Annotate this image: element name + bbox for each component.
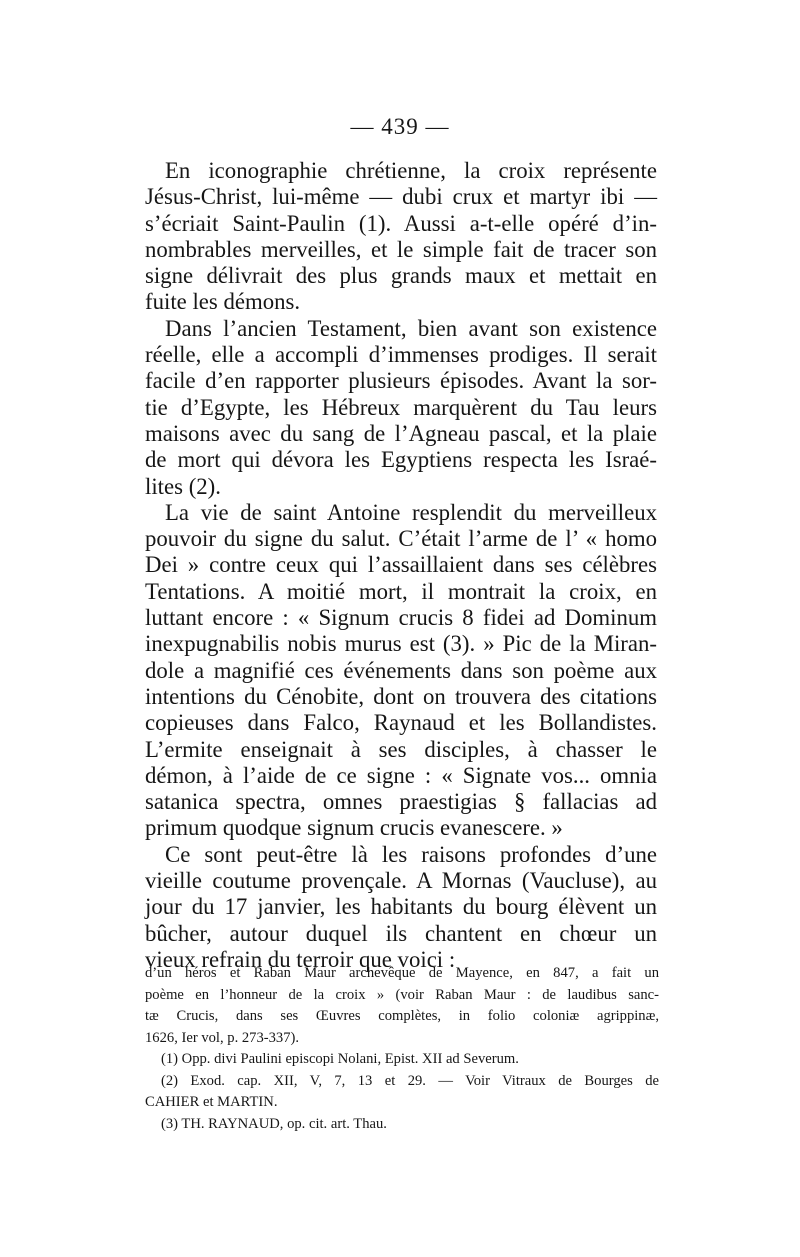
text-line: copieuses dans Falco, Raynaud et les Bollandistes. <box>145 710 657 736</box>
text-line: tie d’Egypte, les Hébreux marquèrent du Tau leurs <box>145 394 657 420</box>
text-line: vieux refrain du terroir que voici : <box>145 946 456 972</box>
text-line: de mort qui dévora les Egyptiens respecta les Israé- <box>145 447 657 473</box>
text-line: maisons avec du sang de l’Agneau pascal, et la plaie <box>145 420 657 446</box>
text-line: luttant encore : « Signum crucis 8 fidei ad Dominum <box>145 605 657 631</box>
footnote-line: 1626, Ier vol, p. 273-337). <box>145 1029 300 1046</box>
footnote-line: (2) Exod. cap. XII, V, 7, 13 et 29. — Voir Vitraux de Bourges de <box>161 1072 659 1089</box>
text-line: pouvoir du signe du salut. C’était l’arme de l’ « homo <box>145 526 657 552</box>
text-line: signe délivrait des plus grands maux et mettait en <box>145 263 657 289</box>
text-line: Tentations. A moitié mort, il montrait la croix, en <box>145 578 657 604</box>
text-line: facile d’en rapporter plusieurs épisodes. Avant la sor- <box>145 368 657 394</box>
text-line: intentions du Cénobite, dont on trouvera des citations <box>145 683 657 709</box>
footnote-line: CAHIER et MARTIN. <box>145 1094 278 1110</box>
text-line: La vie de saint Antoine resplendit du merveilleux <box>165 499 657 525</box>
text-line: fuite les démons. <box>145 289 301 315</box>
footnote-line: tæ Crucis, dans ses Œuvres complètes, in folio coloniæ agrippinæ, <box>145 1008 659 1024</box>
text-line: primum quodque signum crucis evanescere. » <box>145 815 563 841</box>
text-line: Jésus-Christ, lui-même — dubi crux et martyr ibi — <box>145 184 657 210</box>
page-number: — 439 — <box>350 114 450 139</box>
body-text <box>145 158 657 973</box>
text-line: vieille coutume provençale. A Mornas (Vaucluse), au <box>145 868 657 894</box>
text-line: jour du 17 janvier, les habitants du bourg élèvent un <box>145 894 657 920</box>
text-line: En iconographie chrétienne, la croix représente <box>165 158 657 183</box>
text-line: L’ermite enseignait à ses disciples, à chasser le <box>145 736 657 762</box>
text-line: lites (2). <box>145 473 221 499</box>
text-line: dole a magnifié ces événements dans son poème aux <box>145 657 657 683</box>
text-line: s’écriait Saint-Paulin (1). Aussi a-t-elle opéré d’in- <box>145 210 657 236</box>
footnote-line: poème en l’honneur de la croix » (voir Raban Maur : de laudibus sanc- <box>145 986 659 1003</box>
text-line: Ce sont peut-être là les raisons profondes d’une <box>165 841 657 867</box>
text-line: satanica spectra, omnes praestigias § fallacias ad <box>145 789 657 815</box>
text-line: bûcher, autour duquel ils chantent en chœur un <box>145 920 657 946</box>
text-line: démon, à l’aide de ce signe : « Signate vos... omnia <box>145 762 657 788</box>
footnotes <box>145 963 659 1135</box>
text-line: inexpugnabilis nobis murus est (3). » Pic de la Miran- <box>145 631 657 657</box>
text-line: nombrables merveilles, et le simple fait de tracer son <box>145 236 657 262</box>
text-line: réelle, elle a accompli d’immenses prodiges. Il serait <box>145 342 657 368</box>
text-line: Dans l’ancien Testament, bien avant son existence <box>165 315 657 341</box>
footnote-line: (3) TH. RAYNAUD, op. cit. art. Thau. <box>161 1115 387 1132</box>
text-line: Dei » contre ceux qui l’assaillaient dans ses célèbres <box>145 552 657 578</box>
footnote-line: (1) Opp. divi Paulini episcopi Nolani, Epist. XII ad Severum. <box>161 1051 519 1067</box>
footnote-line: d’un héros et Raban Maur archevêque de Mayence, en 847, a fait un <box>145 965 659 981</box>
